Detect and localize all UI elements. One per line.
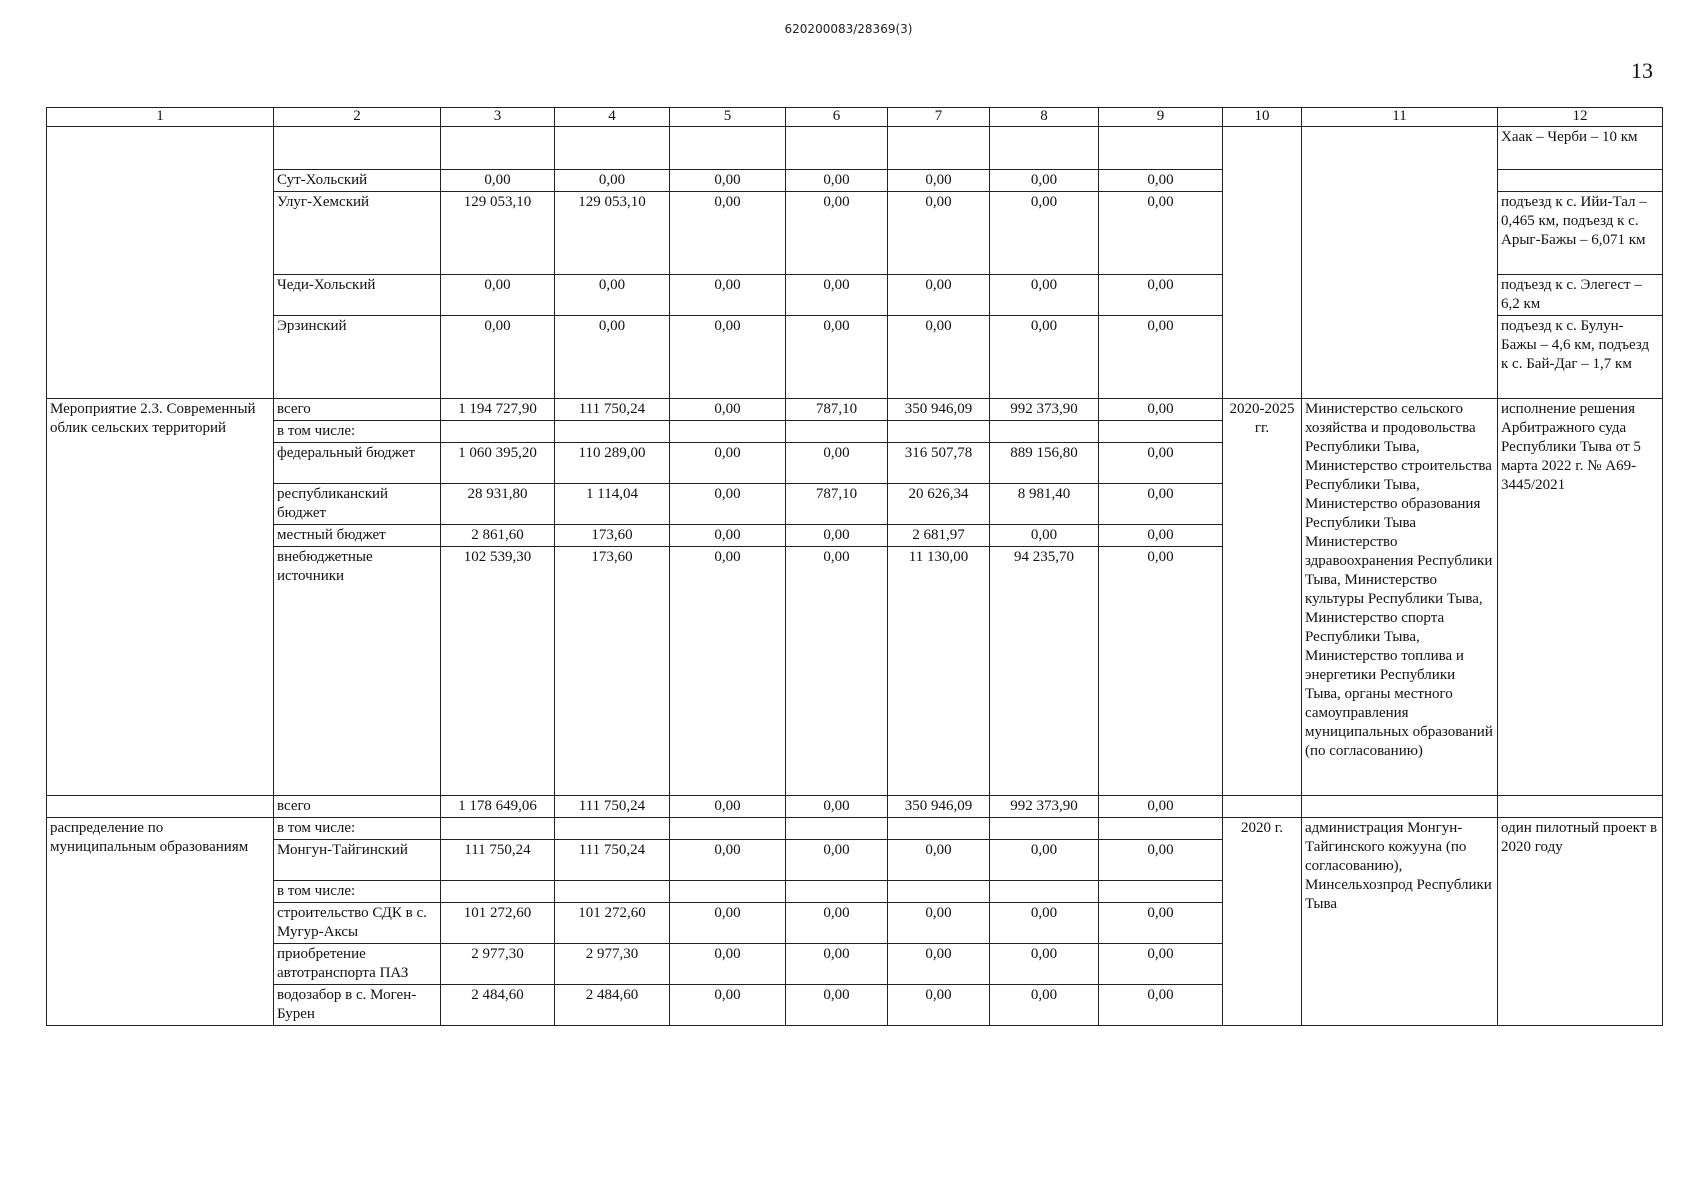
empty-cell bbox=[888, 127, 990, 170]
column-number: 11 bbox=[1302, 108, 1498, 127]
value-cell: 0,00 bbox=[786, 525, 888, 547]
value-cell: 129 053,10 bbox=[555, 192, 670, 275]
result-cell: один пилотный проект в 2020 году bbox=[1498, 818, 1663, 1026]
value-cell: 0,00 bbox=[990, 316, 1099, 399]
value-cell: 0,00 bbox=[990, 170, 1099, 192]
empty-cell bbox=[1099, 127, 1223, 170]
value-cell: 0,00 bbox=[670, 840, 786, 881]
empty-cell bbox=[990, 127, 1099, 170]
column-number: 8 bbox=[990, 108, 1099, 127]
value-cell: 0,00 bbox=[441, 316, 555, 399]
empty-cell bbox=[670, 127, 786, 170]
period-cell bbox=[1223, 127, 1302, 399]
executor-cell: Министерство сельского хозяйства и продовольства Республики Тыва, Министерство строительства Республики Тыва, Министерство образования Республики Тыва Министерство здравоохранения Республики Тыва, Министерство культуры Республики Тыва, Министерство спорта Республики Тыва, Министерство топлива и энергетики Республики Тыва, органы местного самоуправления муниципальных образований (по согласованию) bbox=[1302, 399, 1498, 796]
row-label: Чеди-Хольский bbox=[274, 275, 441, 316]
value-cell: 94 235,70 bbox=[990, 547, 1099, 796]
value-cell: 2 484,60 bbox=[555, 985, 670, 1026]
row-label: местный бюджет bbox=[274, 525, 441, 547]
value-cell bbox=[670, 881, 786, 903]
empty-cell bbox=[1302, 796, 1498, 818]
value-cell: 111 750,24 bbox=[555, 399, 670, 421]
value-cell: 0,00 bbox=[670, 985, 786, 1026]
value-cell: 102 539,30 bbox=[441, 547, 555, 796]
value-cell: 0,00 bbox=[1099, 985, 1223, 1026]
value-cell: 0,00 bbox=[1099, 316, 1223, 399]
value-cell: 111 750,24 bbox=[555, 796, 670, 818]
value-cell: 0,00 bbox=[670, 484, 786, 525]
value-cell: 0,00 bbox=[990, 525, 1099, 547]
value-cell: 0,00 bbox=[786, 192, 888, 275]
value-cell bbox=[1099, 881, 1223, 903]
value-cell: 173,60 bbox=[555, 547, 670, 796]
value-cell bbox=[888, 818, 990, 840]
executor-cell: администрация Монгун-Тайгинского кожууна (по согласованию), Минсельхозпрод Республики Тыва bbox=[1302, 818, 1498, 1026]
value-cell: 0,00 bbox=[670, 170, 786, 192]
column-number: 7 bbox=[888, 108, 990, 127]
value-cell bbox=[888, 421, 990, 443]
row-label: приобретение автотранспорта ПАЗ bbox=[274, 944, 441, 985]
value-cell: 0,00 bbox=[786, 443, 888, 484]
value-cell: 0,00 bbox=[888, 316, 990, 399]
event-name-cell: распределение по муниципальным образованиям bbox=[47, 818, 274, 1026]
value-cell: 0,00 bbox=[670, 443, 786, 484]
event-name-cell: Мероприятие 2.3. Современный облик сельских территорий bbox=[47, 399, 274, 796]
value-cell: 0,00 bbox=[990, 840, 1099, 881]
budget-table bbox=[46, 107, 1663, 1026]
value-cell: 110 289,00 bbox=[555, 443, 670, 484]
event-name-cell bbox=[47, 127, 274, 399]
value-cell: 0,00 bbox=[670, 944, 786, 985]
value-cell: 0,00 bbox=[888, 985, 990, 1026]
empty-cell bbox=[1498, 796, 1663, 818]
column-number: 3 bbox=[441, 108, 555, 127]
value-cell: 0,00 bbox=[670, 903, 786, 944]
result-cell bbox=[1498, 170, 1663, 192]
value-cell: 0,00 bbox=[888, 170, 990, 192]
row-label: внебюджетные источники bbox=[274, 547, 441, 796]
table-row bbox=[47, 399, 1663, 421]
executor-cell bbox=[1302, 127, 1498, 399]
empty-cell bbox=[1223, 796, 1302, 818]
value-cell bbox=[786, 421, 888, 443]
value-cell: 8 981,40 bbox=[990, 484, 1099, 525]
value-cell: 0,00 bbox=[670, 399, 786, 421]
value-cell: 0,00 bbox=[888, 275, 990, 316]
value-cell: 1 114,04 bbox=[555, 484, 670, 525]
value-cell bbox=[990, 881, 1099, 903]
value-cell: 2 681,97 bbox=[888, 525, 990, 547]
value-cell bbox=[990, 421, 1099, 443]
row-label: Монгун-Тайгинский bbox=[274, 840, 441, 881]
value-cell: 0,00 bbox=[670, 547, 786, 796]
value-cell: 0,00 bbox=[555, 275, 670, 316]
result-cell: подъезд к с. Ийи-Тал – 0,465 км, подъезд к с. Арыг-Бажы – 6,071 км bbox=[1498, 192, 1663, 275]
table-row bbox=[47, 796, 1663, 818]
value-cell: 0,00 bbox=[670, 275, 786, 316]
value-cell: 111 750,24 bbox=[555, 840, 670, 881]
value-cell: 0,00 bbox=[786, 840, 888, 881]
row-label: всего bbox=[274, 399, 441, 421]
value-cell: 0,00 bbox=[786, 796, 888, 818]
row-label: Сут-Хольский bbox=[274, 170, 441, 192]
value-cell: 0,00 bbox=[555, 170, 670, 192]
value-cell bbox=[441, 881, 555, 903]
value-cell: 0,00 bbox=[1099, 796, 1223, 818]
value-cell: 0,00 bbox=[786, 903, 888, 944]
value-cell: 111 750,24 bbox=[441, 840, 555, 881]
value-cell: 0,00 bbox=[1099, 547, 1223, 796]
value-cell: 0,00 bbox=[1099, 399, 1223, 421]
value-cell: 0,00 bbox=[1099, 170, 1223, 192]
value-cell: 0,00 bbox=[990, 275, 1099, 316]
result-cell: подъезд к с. Элегест – 6,2 км bbox=[1498, 275, 1663, 316]
value-cell: 101 272,60 bbox=[555, 903, 670, 944]
value-cell: 1 194 727,90 bbox=[441, 399, 555, 421]
value-cell: 129 053,10 bbox=[441, 192, 555, 275]
result-cell: подъезд к с. Булун-Бажы – 4,6 км, подъезд к с. Бай-Даг – 1,7 км bbox=[1498, 316, 1663, 399]
column-number: 10 bbox=[1223, 108, 1302, 127]
row-label: всего bbox=[274, 796, 441, 818]
value-cell bbox=[1099, 818, 1223, 840]
value-cell: 350 946,09 bbox=[888, 796, 990, 818]
value-cell: 0,00 bbox=[888, 903, 990, 944]
value-cell: 992 373,90 bbox=[990, 399, 1099, 421]
value-cell: 0,00 bbox=[786, 944, 888, 985]
value-cell bbox=[441, 421, 555, 443]
value-cell: 0,00 bbox=[1099, 525, 1223, 547]
period-cell: 2020-2025 гг. bbox=[1223, 399, 1302, 796]
value-cell: 1 060 395,20 bbox=[441, 443, 555, 484]
value-cell: 787,10 bbox=[786, 484, 888, 525]
row-label: в том числе: bbox=[274, 881, 441, 903]
column-number: 6 bbox=[786, 108, 888, 127]
empty-cell bbox=[786, 127, 888, 170]
value-cell: 0,00 bbox=[1099, 484, 1223, 525]
value-cell: 11 130,00 bbox=[888, 547, 990, 796]
value-cell: 787,10 bbox=[786, 399, 888, 421]
value-cell bbox=[555, 818, 670, 840]
value-cell: 0,00 bbox=[1099, 944, 1223, 985]
value-cell: 0,00 bbox=[1099, 192, 1223, 275]
empty-cell bbox=[555, 127, 670, 170]
row-label: Улуг-Хемский bbox=[274, 192, 441, 275]
value-cell: 992 373,90 bbox=[990, 796, 1099, 818]
value-cell: 0,00 bbox=[670, 192, 786, 275]
value-cell: 0,00 bbox=[990, 192, 1099, 275]
value-cell: 2 977,30 bbox=[441, 944, 555, 985]
column-number: 2 bbox=[274, 108, 441, 127]
column-number: 1 bbox=[47, 108, 274, 127]
column-number: 4 bbox=[555, 108, 670, 127]
empty-cell bbox=[274, 127, 441, 170]
value-cell: 0,00 bbox=[670, 796, 786, 818]
value-cell bbox=[441, 818, 555, 840]
column-number: 9 bbox=[1099, 108, 1223, 127]
value-cell bbox=[1099, 421, 1223, 443]
value-cell: 2 977,30 bbox=[555, 944, 670, 985]
period-cell: 2020 г. bbox=[1223, 818, 1302, 1026]
value-cell: 0,00 bbox=[555, 316, 670, 399]
value-cell: 0,00 bbox=[786, 275, 888, 316]
value-cell: 2 484,60 bbox=[441, 985, 555, 1026]
value-cell: 101 272,60 bbox=[441, 903, 555, 944]
value-cell: 0,00 bbox=[786, 547, 888, 796]
value-cell: 173,60 bbox=[555, 525, 670, 547]
result-cell: исполнение решения Арбитражного суда Республики Тыва от 5 марта 2022 г. № А69-3445/2021 bbox=[1498, 399, 1663, 796]
value-cell: 0,00 bbox=[441, 275, 555, 316]
value-cell: 0,00 bbox=[888, 944, 990, 985]
value-cell: 0,00 bbox=[670, 525, 786, 547]
column-number: 5 bbox=[670, 108, 786, 127]
value-cell bbox=[786, 881, 888, 903]
value-cell: 0,00 bbox=[1099, 840, 1223, 881]
value-cell: 0,00 bbox=[1099, 443, 1223, 484]
value-cell: 0,00 bbox=[990, 944, 1099, 985]
value-cell: 0,00 bbox=[990, 985, 1099, 1026]
document-id: 620200083/28369(3) bbox=[784, 22, 913, 36]
value-cell: 350 946,09 bbox=[888, 399, 990, 421]
row-label: в том числе: bbox=[274, 421, 441, 443]
value-cell: 0,00 bbox=[786, 170, 888, 192]
row-label: в том числе: bbox=[274, 818, 441, 840]
value-cell: 28 931,80 bbox=[441, 484, 555, 525]
row-label: федеральный бюджет bbox=[274, 443, 441, 484]
row-label: республиканский бюджет bbox=[274, 484, 441, 525]
empty-cell bbox=[47, 796, 274, 818]
value-cell: 0,00 bbox=[786, 985, 888, 1026]
value-cell bbox=[990, 818, 1099, 840]
value-cell: 1 178 649,06 bbox=[441, 796, 555, 818]
value-cell: 0,00 bbox=[1099, 903, 1223, 944]
value-cell bbox=[555, 881, 670, 903]
value-cell bbox=[670, 421, 786, 443]
value-cell bbox=[888, 881, 990, 903]
value-cell: 0,00 bbox=[786, 316, 888, 399]
column-number: 12 bbox=[1498, 108, 1663, 127]
column-number-row bbox=[47, 108, 1663, 127]
page-number: 13 bbox=[1631, 58, 1653, 83]
result-cell: Хаак – Черби – 10 км bbox=[1498, 127, 1663, 170]
value-cell: 0,00 bbox=[990, 903, 1099, 944]
value-cell: 2 861,60 bbox=[441, 525, 555, 547]
value-cell: 0,00 bbox=[888, 192, 990, 275]
row-label: Эрзинский bbox=[274, 316, 441, 399]
value-cell: 0,00 bbox=[670, 316, 786, 399]
value-cell: 889 156,80 bbox=[990, 443, 1099, 484]
row-label: водозабор в с. Моген-Бурен bbox=[274, 985, 441, 1026]
value-cell: 0,00 bbox=[888, 840, 990, 881]
value-cell: 0,00 bbox=[441, 170, 555, 192]
value-cell bbox=[670, 818, 786, 840]
table-row bbox=[47, 818, 1663, 840]
table-row bbox=[47, 127, 1663, 170]
value-cell: 0,00 bbox=[1099, 275, 1223, 316]
empty-cell bbox=[441, 127, 555, 170]
value-cell bbox=[786, 818, 888, 840]
value-cell: 20 626,34 bbox=[888, 484, 990, 525]
value-cell bbox=[555, 421, 670, 443]
value-cell: 316 507,78 bbox=[888, 443, 990, 484]
row-label: строительство СДК в с. Мугур-Аксы bbox=[274, 903, 441, 944]
